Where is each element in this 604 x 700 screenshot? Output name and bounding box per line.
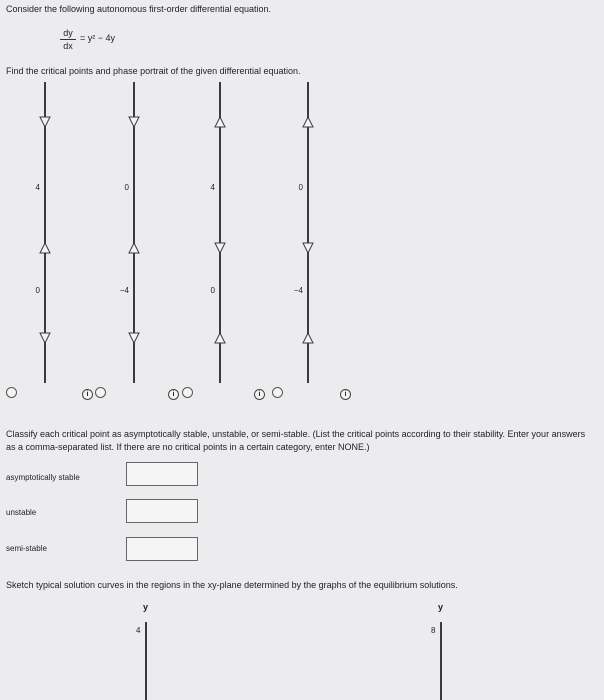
derivative-denominator: dx xyxy=(63,41,73,51)
field-label-asymptotically-stable: asymptotically stable xyxy=(6,473,80,482)
upper-critical-label: 0 xyxy=(298,183,303,192)
arrow-down-icon xyxy=(128,116,140,128)
arrow-down-icon xyxy=(214,242,226,254)
graph2-y-axis-label: y xyxy=(438,602,444,612)
arrow-up-icon xyxy=(128,242,140,254)
upper-critical-label: 4 xyxy=(210,183,215,192)
arrow-up-icon xyxy=(39,242,51,254)
asymptotically-stable-input[interactable] xyxy=(126,462,198,486)
semi-stable-input[interactable] xyxy=(126,537,198,561)
graph2-y-axis[interactable] xyxy=(440,622,442,700)
arrow-down-icon xyxy=(128,332,140,344)
upper-critical-label: 4 xyxy=(35,183,40,192)
portrait-radio-3[interactable] xyxy=(182,387,193,398)
arrow-up-icon xyxy=(302,332,314,344)
field-label-semi-stable: semi-stable xyxy=(6,544,47,553)
portrait-radio-4[interactable] xyxy=(272,387,283,398)
derivative-fraction xyxy=(60,28,76,51)
equation-rhs: = y² − 4y xyxy=(80,33,116,43)
unstable-input[interactable] xyxy=(126,499,198,523)
graph1-y-axis[interactable] xyxy=(145,622,147,700)
arrow-down-icon xyxy=(39,116,51,128)
arrow-down-icon xyxy=(39,332,51,344)
info-icon[interactable]: i xyxy=(340,389,351,400)
portrait-radio-1[interactable] xyxy=(6,387,17,398)
info-icon[interactable]: i xyxy=(82,389,93,400)
info-icon[interactable]: i xyxy=(254,389,265,400)
lower-critical-label: −4 xyxy=(293,286,303,295)
lower-critical-label: −4 xyxy=(119,286,129,295)
derivative-numerator: dy xyxy=(63,28,73,38)
info-icon[interactable]: i xyxy=(168,389,179,400)
upper-critical-label: 0 xyxy=(124,183,129,192)
arrow-down-icon xyxy=(302,242,314,254)
graph2-top-tick: 8 xyxy=(431,626,436,635)
portrait-radio-2[interactable] xyxy=(95,387,106,398)
sketch-prompt: Sketch typical solution curves in the regions in the xy-plane determined by the graphs of the equilibrium solutions. xyxy=(6,580,458,590)
classify-prompt: Classify each critical point as asymptotically stable, unstable, or semi-stable. (List the critical points according to their stability. Enter your answers as a comma-separated list. If there are no critical points in a certain category, enter NONE.) xyxy=(6,429,586,452)
arrow-up-icon xyxy=(214,116,226,128)
graph1-y-axis-label: y xyxy=(143,602,149,612)
arrow-up-icon xyxy=(302,116,314,128)
graph1-top-tick: 4 xyxy=(136,626,141,635)
problem-intro: Consider the following autonomous first-order differential equation. xyxy=(6,4,271,14)
arrow-up-icon xyxy=(214,332,226,344)
phase-portrait-instruction: Find the critical points and phase portrait of the given differential equation. xyxy=(6,66,301,76)
field-label-unstable: unstable xyxy=(6,508,37,517)
lower-critical-label: 0 xyxy=(210,286,215,295)
lower-critical-label: 0 xyxy=(35,286,40,295)
